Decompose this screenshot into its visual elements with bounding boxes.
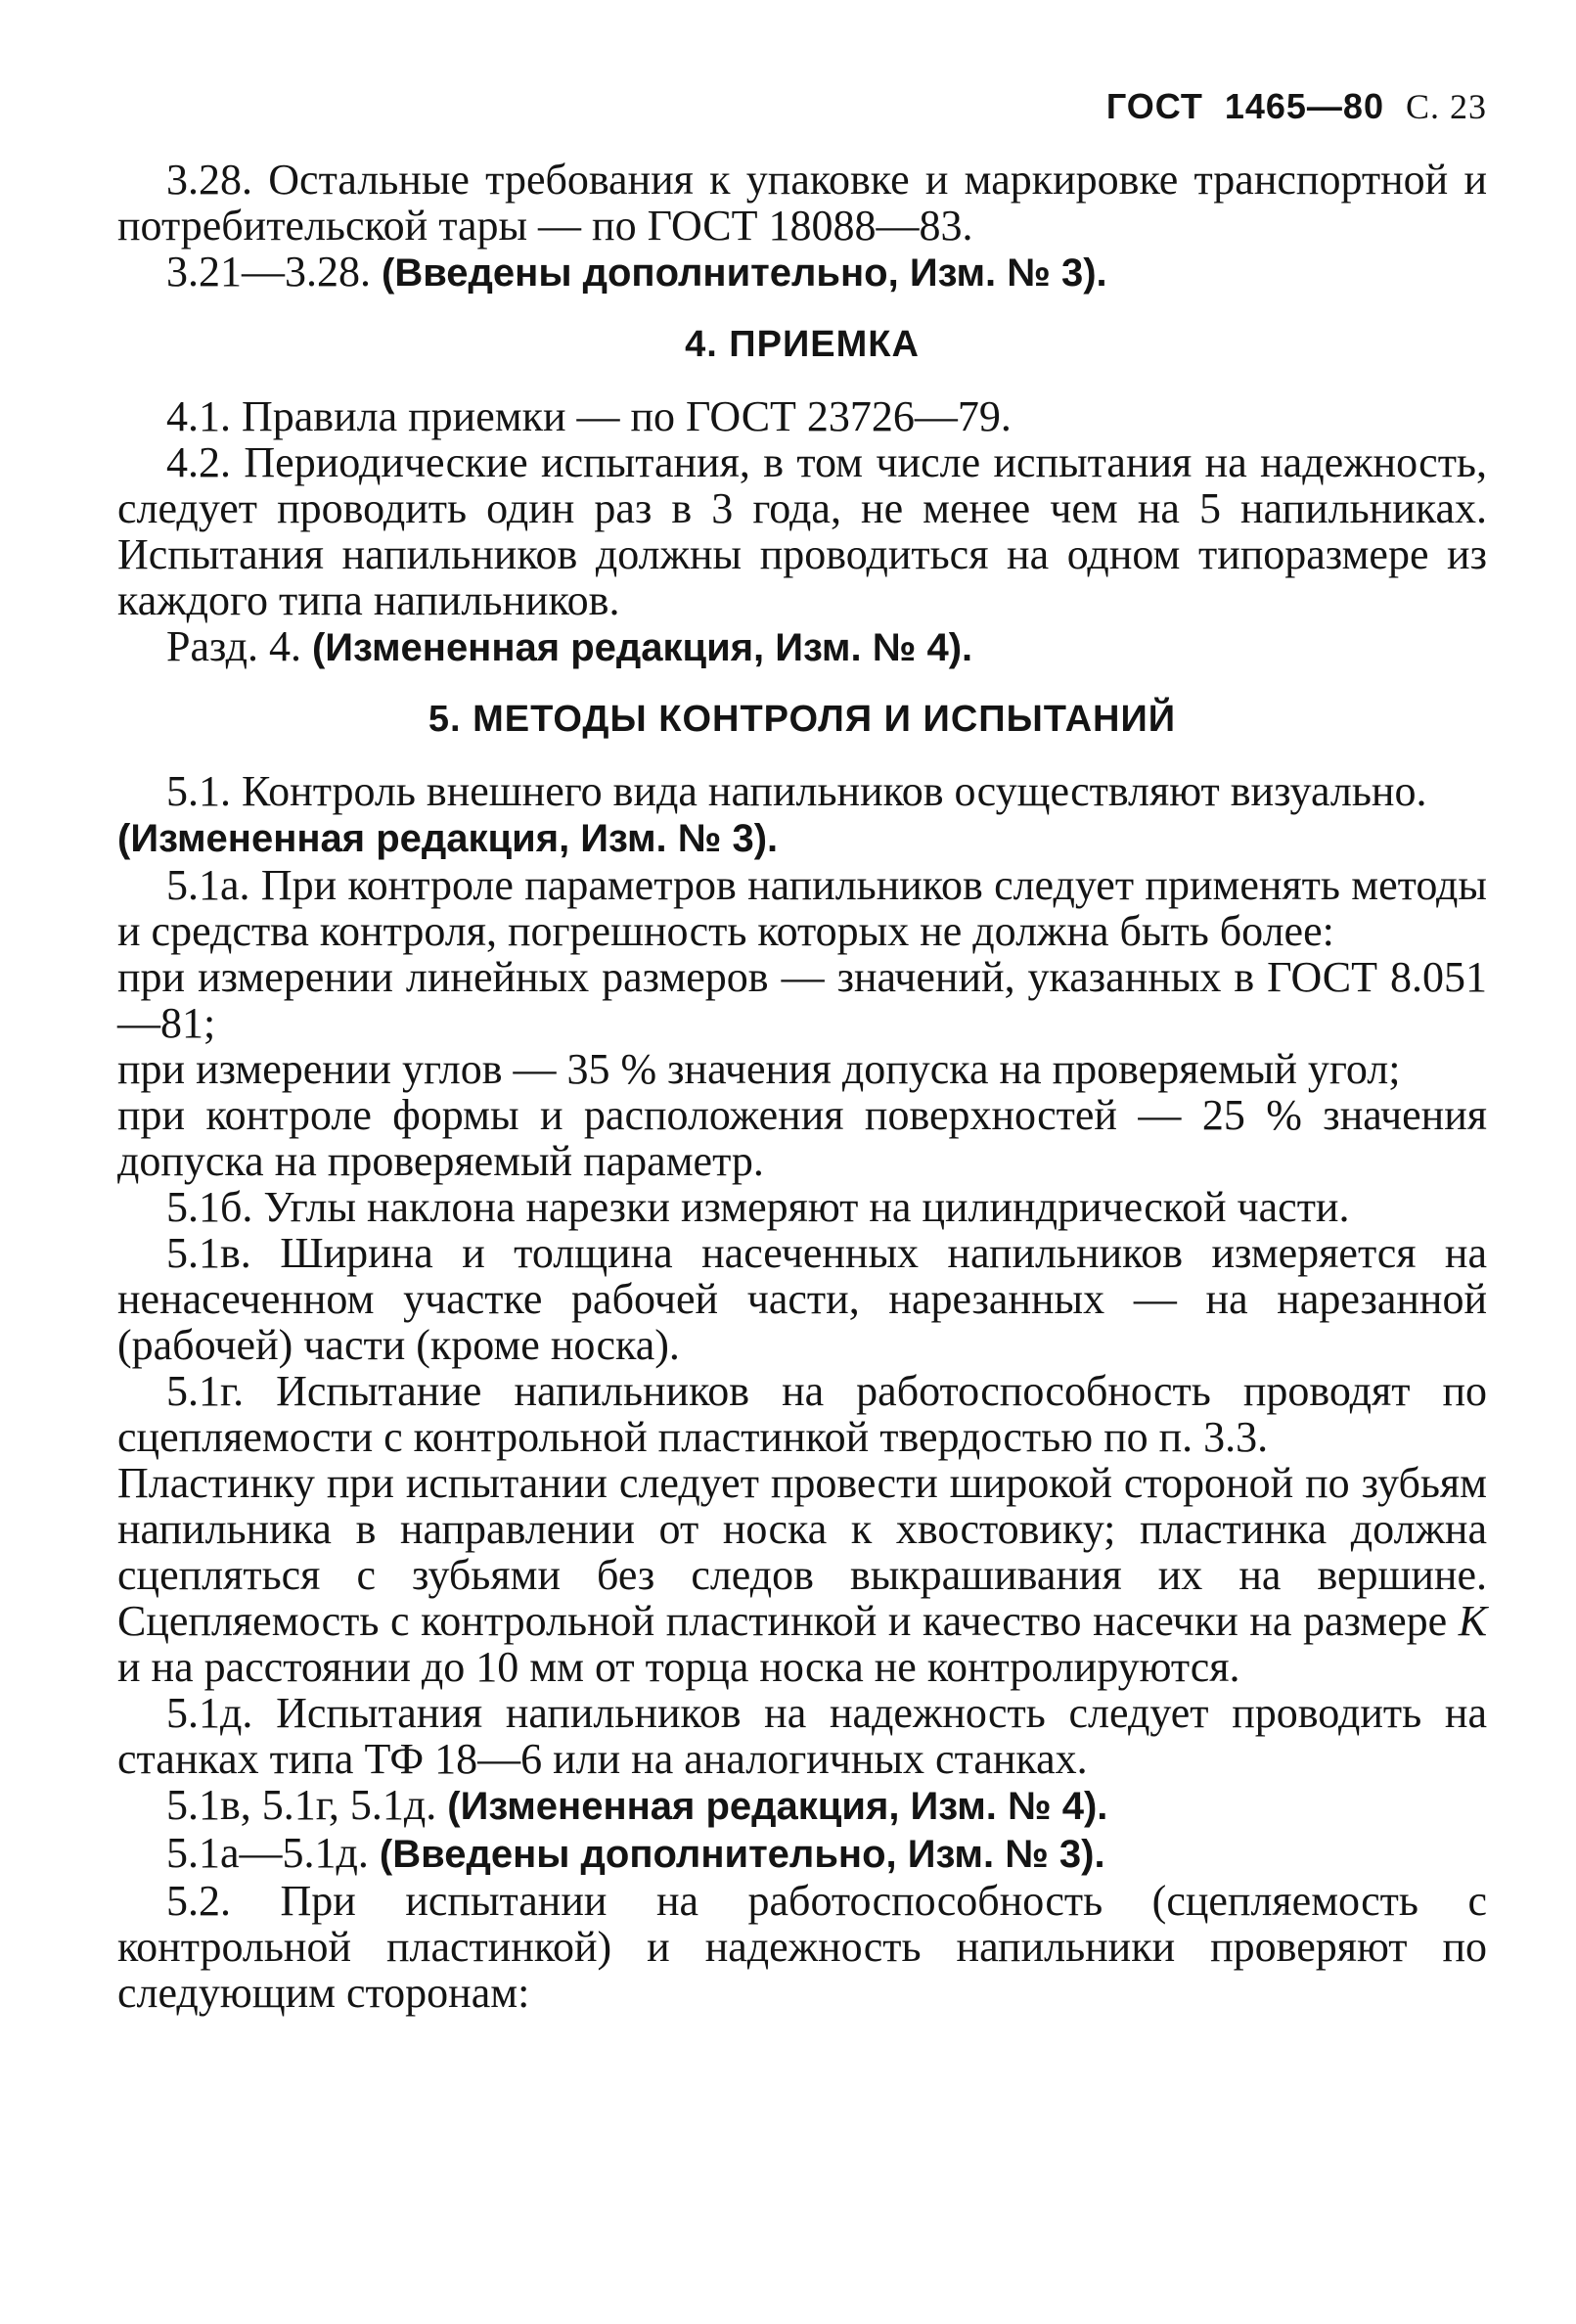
dimension-symbol-k: К — [1458, 1597, 1487, 1645]
amendment-note-5-1v-5-1d — [117, 1782, 1487, 1830]
paragraph-4-1: 4.1. Правила приемки — по ГОСТ 23726—79. — [166, 392, 1012, 440]
paragraph-4-2: 4.2. Периодические испытания, в том числе испытания на надежность, следует проводить один раз в 3 года, не менее чем на 5 напильниках. Испытания напильников должны проводиться на одном типоразмере из каждого типа напильников. — [117, 438, 1487, 624]
section-4-title: 4. ПРИЕМКА — [685, 324, 920, 365]
amendment-note-prefix: Разд. 4. — [166, 622, 301, 670]
standard-number: 1465—80 — [1224, 86, 1384, 126]
page-number: С. 23 — [1405, 87, 1487, 126]
continuation-text-a: Пластинку при испытании следует провести широкой стороной по зубьям напильника в направлении от носка к хвостовику; пластинка должна сцепляться с зубьями без следов выкрашивания их на вершине. Сцепляемость с контрольной пластинкой и качество насечки на размере — [117, 1459, 1487, 1645]
paragraph-5-1d: 5.1д. Испытания напильников на надежность следует проводить на станках типа ТФ 18—6 или на аналогичных станках. — [117, 1689, 1487, 1783]
paragraph-5-1a-item-1: при измерении линейных размеров — значений, указанных в ГОСТ 8.051—81; — [117, 953, 1487, 1047]
document-page — [117, 86, 1487, 2016]
amendment-note-bold: (Измененная редакция, Изм. № 3). — [117, 817, 779, 860]
page-header — [117, 86, 1487, 127]
amendment-note-5-1 — [117, 814, 1487, 862]
amendment-note-prefix: 3.21—3.28. — [166, 248, 371, 296]
paragraph-5-2: 5.2. При испытании на работоспособность (сцепляемость с контрольной пластинкой) и надежность напильники проверяют по следующим сторонам: — [117, 1877, 1487, 2017]
paragraph-5-1g-continuation — [117, 1460, 1487, 1690]
paragraph-5-1v: 5.1в. Ширина и толщина насеченных напильников измеряется на ненасеченном участке рабочей части, нарезанных — на нарезанной (рабочей) части (кроме носка). — [117, 1229, 1487, 1369]
paragraph-5-1a-item-3: при контроле формы и расположения поверхностей — 25 % значения допуска на проверяемый параметр. — [117, 1091, 1487, 1185]
amendment-note-prefix: 5.1а—5.1д. — [166, 1829, 369, 1877]
amendment-note-section-4 — [117, 623, 1487, 671]
continuation-text-b: и на расстоянии до 10 мм от торца носка не контролируются. — [117, 1643, 1240, 1691]
section-5-title: 5. МЕТОДЫ КОНТРОЛЯ И ИСПЫТАНИЙ — [428, 699, 1177, 740]
amendment-note-prefix: 5.1в, 5.1г, 5.1д. — [166, 1781, 437, 1829]
amendment-note-bold: (Введены дополнительно, Изм. № 3). — [382, 251, 1107, 295]
amendment-note-5-1a-5-1d — [117, 1830, 1487, 1878]
amendment-note-bold: (Измененная редакция, Изм. № 4). — [447, 1785, 1108, 1828]
paragraph-5-1a-item-2: при измерении углов — 35 % значения допуска на проверяемый угол; — [117, 1045, 1401, 1093]
amendment-note-bold: (Измененная редакция, Изм. № 4). — [311, 626, 973, 669]
amendment-note-bold: (Введены дополнительно, Изм. № 3). — [379, 1833, 1105, 1876]
paragraph-5-1a: 5.1а. При контроле параметров напильников следует применять методы и средства контроля, погрешность которых не должна быть более: — [117, 861, 1487, 955]
amendment-note-3-21 — [117, 249, 1487, 296]
paragraph-5-1g: 5.1г. Испытание напильников на работоспособность проводят по сцепляемости с контрольной пластинкой твердостью по п. 3.3. — [117, 1367, 1487, 1461]
paragraph-5-1b: 5.1б. Углы наклона нарезки измеряют на цилиндрической части. — [166, 1183, 1350, 1231]
paragraph-5-1: 5.1. Контроль внешнего вида напильников осуществляют визуально. — [166, 767, 1427, 815]
standard-label: ГОСТ — [1105, 86, 1203, 126]
paragraph-3-28: 3.28. Остальные требования к упаковке и маркировке транспортной и потребительской тары — по ГОСТ 18088—83. — [117, 156, 1487, 250]
